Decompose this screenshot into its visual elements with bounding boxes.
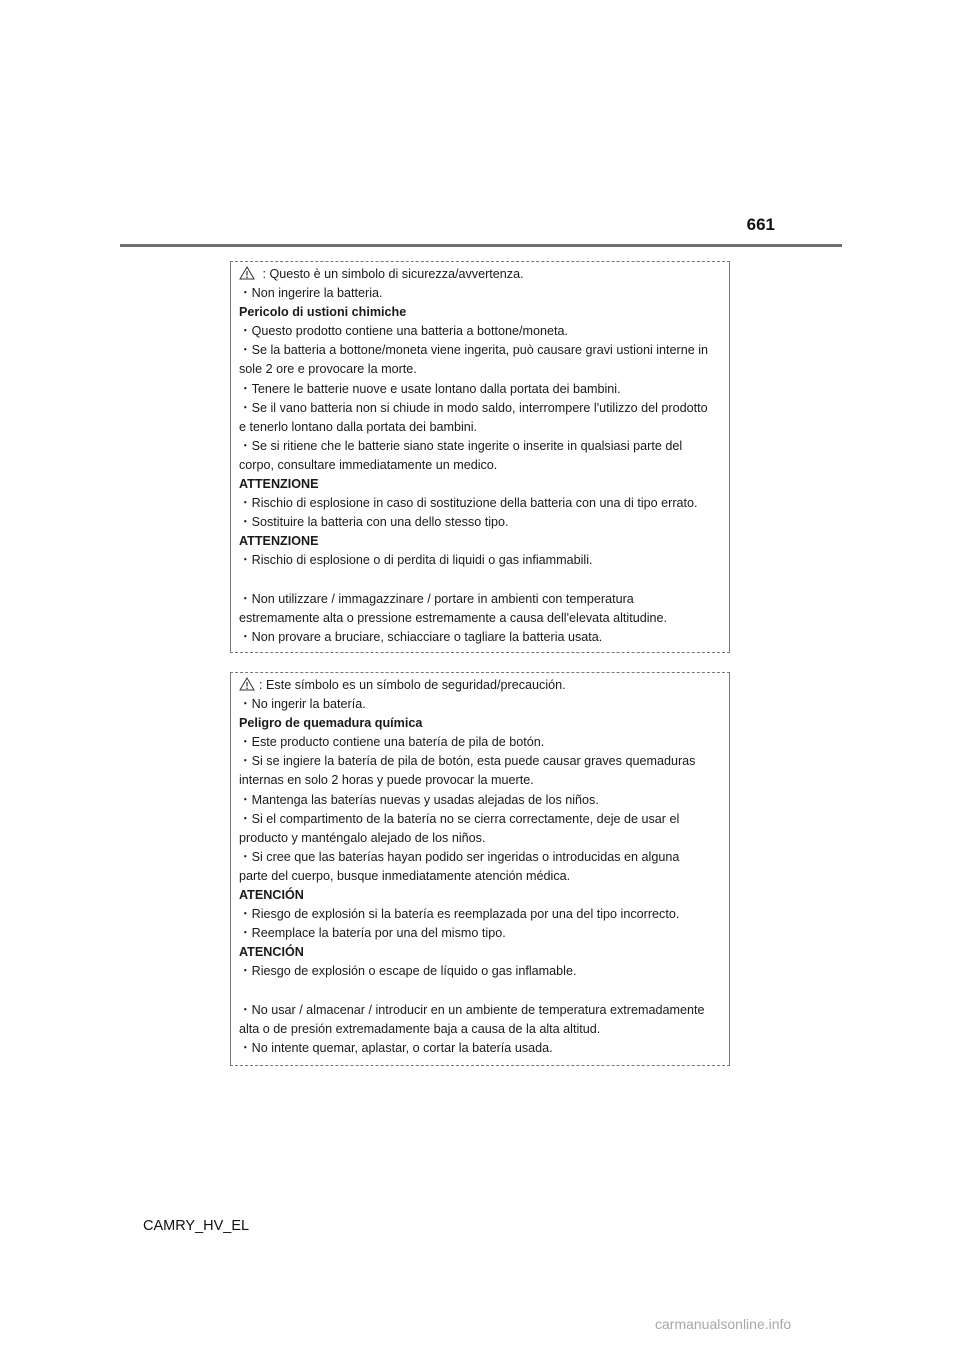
notice-line-text: ・Rischio di esplosione in caso di sostituzione della batteria con una di tipo errato. — [239, 496, 698, 511]
warning-triangle-icon — [239, 677, 255, 697]
notice-line — [239, 1039, 729, 1058]
notice-line — [239, 676, 729, 695]
notice-line — [239, 494, 729, 513]
notice-box-italian — [230, 261, 730, 653]
notice-line — [239, 733, 729, 752]
notice-line-text: ・Riesgo de explosión o escape de líquido o gas inflamable. — [239, 964, 577, 979]
notice-line-text: ・Tenere le batterie nuove e usate lontano dalla portata dei bambini. — [239, 381, 621, 396]
notice-line — [239, 810, 729, 829]
notice-line — [239, 456, 729, 475]
notice-line-text: ・Reemplace la batería por una del mismo tipo. — [239, 926, 506, 941]
notice-line-text: producto y manténgalo alejado de los niños. — [239, 830, 486, 845]
notice-line-text: ATENCIÓN — [239, 945, 304, 960]
notice-line — [239, 848, 729, 867]
notice-line — [239, 962, 729, 981]
notice-line — [239, 360, 729, 379]
notice-line — [239, 380, 729, 399]
notice-line — [239, 829, 729, 848]
page-number: 661 — [746, 215, 775, 234]
notice-line — [239, 571, 729, 590]
notice-line-text: ・Se la batteria a bottone/moneta viene ingerita, può causare gravi ustioni interne in — [239, 343, 709, 358]
notice-line — [239, 628, 729, 647]
notice-line-text: : Este símbolo es un símbolo de seguridad/precaución. — [259, 678, 566, 692]
notice-line-text: ・Sostituire la batteria con una dello stesso tipo. — [239, 515, 509, 530]
notice-line — [239, 609, 729, 628]
notice-line — [239, 590, 729, 609]
notice-line-text: ・Questo prodotto contiene una batteria a bottone/moneta. — [239, 324, 569, 339]
notice-line-text: ・Se si ritiene che le batterie siano state ingerite o inserite in qualsiasi parte del — [239, 438, 683, 453]
notice-line — [239, 924, 729, 943]
notice-line — [239, 399, 729, 418]
header-rule — [120, 244, 842, 247]
notice-line-text: ・Si el compartimento de la batería no se cierra correctamente, deje de usar el — [239, 811, 680, 826]
notice-line-text: ・Non utilizzare / immagazzinare / portare in ambienti con temperatura — [239, 591, 634, 606]
notice-line — [239, 322, 729, 341]
notice-box-spanish — [230, 672, 730, 1066]
notice-line-text: estremamente alta o pressione estremamente a causa dell'elevata altitudine. — [239, 610, 668, 625]
notice-line — [239, 791, 729, 810]
notice-line-text: parte del cuerpo, busque inmediatamente atención médica. — [239, 868, 571, 883]
notice-line — [239, 341, 729, 360]
notice-line-text: ATENCIÓN — [239, 888, 304, 903]
notice-line-text: Pericolo di ustioni chimiche — [239, 305, 407, 320]
notice-line — [239, 551, 729, 570]
notice-line-text: : Questo è un simbolo di sicurezza/avvertenza. — [259, 267, 524, 281]
notice-line — [239, 982, 729, 1001]
notice-line — [239, 771, 729, 790]
notice-line — [239, 418, 729, 437]
notice-line-text: ATTENZIONE — [239, 534, 319, 549]
notice-heading — [239, 886, 729, 905]
notice-line-text: alta o de presión extremadamente baja a causa de la alta altitud. — [239, 1021, 601, 1036]
notice-line-text: ・Non ingerire la batteria. — [239, 286, 383, 301]
notice-line-text: ・Si se ingiere la batería de pila de botón, esta puede causar graves quemaduras — [239, 754, 696, 769]
notice-line-text: ・No usar / almacenar / introducir en un ambiente de temperatura extremadamente — [239, 1002, 705, 1017]
notice-line-text: ・No intente quemar, aplastar, o cortar la batería usada. — [239, 1040, 553, 1055]
warning-triangle-icon — [239, 266, 255, 286]
notice-line-text: ・Mantenga las baterías nuevas y usadas alejadas de los niños. — [239, 792, 599, 807]
notice-line — [239, 752, 729, 771]
notice-line — [239, 437, 729, 456]
notice-heading — [239, 475, 729, 494]
notice-line-text: ・Non provare a bruciare, schiacciare o tagliare la batteria usata. — [239, 629, 603, 644]
notice-line — [239, 867, 729, 886]
notice-line-text: ・Riesgo de explosión si la batería es reemplazada por una del tipo incorrecto. — [239, 907, 680, 922]
notice-heading — [239, 943, 729, 962]
notice-line-text: ・Rischio di esplosione o di perdita di liquidi o gas infiammabili. — [239, 553, 593, 568]
notice-line — [239, 905, 729, 924]
notice-line-text: ・Este producto contiene una batería de pila de botón. — [239, 735, 545, 750]
notice-line — [239, 1001, 729, 1020]
notice-line — [239, 1020, 729, 1039]
notice-line-text: ・No ingerir la batería. — [239, 697, 366, 712]
notice-line-text: sole 2 ore e provocare la morte. — [239, 362, 417, 377]
notice-line — [239, 513, 729, 532]
notice-heading — [239, 532, 729, 551]
notice-line-text: corpo, consultare immediatamente un medico. — [239, 457, 498, 472]
notice-line-text: internas en solo 2 horas y puede provocar la muerte. — [239, 773, 534, 788]
notice-line-text: ・Se il vano batteria non si chiude in modo saldo, interrompere l'utilizzo del prodotto — [239, 400, 708, 415]
notice-line-text: ・Si cree que las baterías hayan podido ser ingeridas o introducidas en alguna — [239, 849, 680, 864]
footer-code: CAMRY_HV_EL — [143, 1218, 250, 1234]
notice-line — [239, 695, 729, 714]
notice-line-text: ATTENZIONE — [239, 477, 319, 492]
watermark: carmanualsonline.info — [655, 1316, 792, 1332]
notice-line-text: Peligro de quemadura química — [239, 716, 423, 731]
notice-line — [239, 265, 729, 284]
notice-line — [239, 284, 729, 303]
notice-heading — [239, 714, 729, 733]
notice-heading — [239, 303, 729, 322]
notice-line-text: e tenerlo lontano dalla portata dei bambini. — [239, 419, 478, 434]
